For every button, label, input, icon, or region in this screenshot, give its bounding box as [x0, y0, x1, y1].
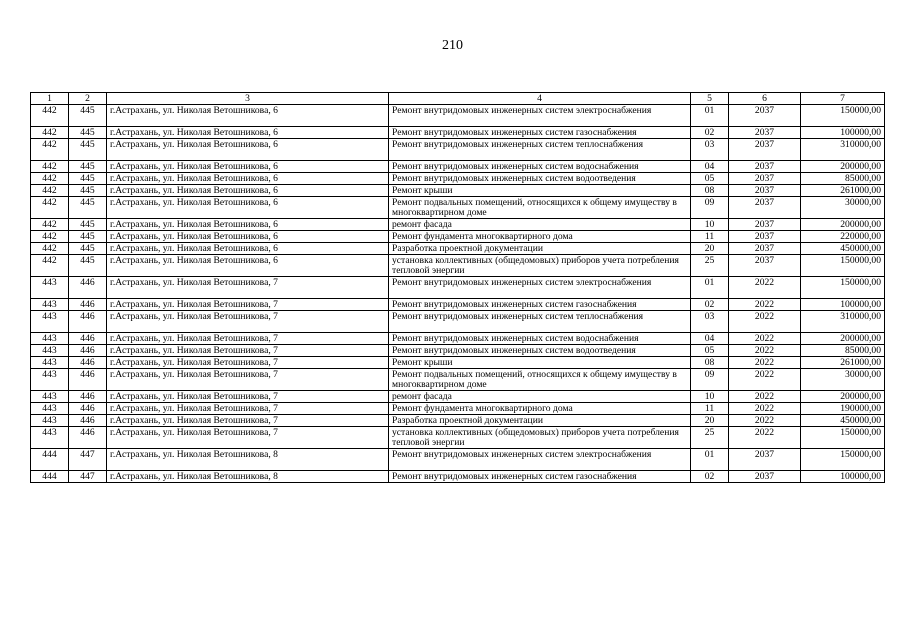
cell-work-type: Ремонт фундамента многоквартирного дома — [389, 231, 691, 243]
cell-work-code: 20 — [691, 243, 729, 255]
cell-number: 443 — [31, 345, 69, 357]
cell-cost: 150000,00 — [801, 105, 885, 127]
cell-work-type: Разработка проектной документации — [389, 243, 691, 255]
table-row — [31, 403, 885, 415]
cell-house-id: 446 — [69, 403, 107, 415]
cell-number: 442 — [31, 139, 69, 161]
cell-cost: 150000,00 — [801, 255, 885, 277]
table-row — [31, 139, 885, 161]
cell-work-type: Ремонт фундамента многоквартирного дома — [389, 403, 691, 415]
cell-number: 443 — [31, 403, 69, 415]
cell-work-code: 25 — [691, 427, 729, 449]
table-row — [31, 105, 885, 127]
cell-house-id: 445 — [69, 243, 107, 255]
cell-work-code: 10 — [691, 219, 729, 231]
cell-work-type: установка коллективных (общедомовых) приборов учета потребления тепловой энергии — [389, 255, 691, 277]
cell-cost: 220000,00 — [801, 231, 885, 243]
cell-year: 2037 — [729, 105, 801, 127]
table-row — [31, 127, 885, 139]
cell-work-code: 02 — [691, 299, 729, 311]
cell-cost: 150000,00 — [801, 449, 885, 471]
cell-number: 443 — [31, 415, 69, 427]
cell-work-type: Разработка проектной документации — [389, 415, 691, 427]
cell-cost: 190000,00 — [801, 403, 885, 415]
cell-work-code: 03 — [691, 139, 729, 161]
cell-address: г.Астрахань, ул. Николая Ветошникова, 6 — [107, 243, 389, 255]
header-cell: 7 — [801, 93, 885, 105]
cell-address: г.Астрахань, ул. Николая Ветошникова, 7 — [107, 415, 389, 427]
cell-year: 2037 — [729, 471, 801, 483]
cell-number: 442 — [31, 105, 69, 127]
cell-work-type: Ремонт внутридомовых инженерных систем газоснабжения — [389, 299, 691, 311]
cell-number: 442 — [31, 219, 69, 231]
cell-work-code: 01 — [691, 277, 729, 299]
table-row — [31, 255, 885, 277]
cell-work-type: Ремонт подвальных помещений, относящихся к общему имуществу в многоквартирном доме — [389, 369, 691, 391]
cell-cost: 450000,00 — [801, 415, 885, 427]
cell-year: 2022 — [729, 311, 801, 333]
cell-address: г.Астрахань, ул. Николая Ветошникова, 7 — [107, 299, 389, 311]
cell-number: 443 — [31, 391, 69, 403]
cell-work-type: Ремонт внутридомовых инженерных систем электроснабжения — [389, 449, 691, 471]
cell-cost: 100000,00 — [801, 127, 885, 139]
cell-number: 442 — [31, 161, 69, 173]
cell-work-code: 08 — [691, 185, 729, 197]
cell-address: г.Астрахань, ул. Николая Ветошникова, 6 — [107, 231, 389, 243]
table-row — [31, 311, 885, 333]
cell-address: г.Астрахань, ул. Николая Ветошникова, 6 — [107, 127, 389, 139]
cell-cost: 150000,00 — [801, 427, 885, 449]
cell-address: г.Астрахань, ул. Николая Ветошникова, 7 — [107, 311, 389, 333]
table-row — [31, 427, 885, 449]
cell-number: 442 — [31, 243, 69, 255]
cell-work-type: ремонт фасада — [389, 391, 691, 403]
cell-house-id: 445 — [69, 161, 107, 173]
cell-house-id: 446 — [69, 345, 107, 357]
header-cell: 3 — [107, 93, 389, 105]
cell-cost: 261000,00 — [801, 185, 885, 197]
page-number: 210 — [442, 38, 463, 53]
cell-address: г.Астрахань, ул. Николая Ветошникова, 6 — [107, 161, 389, 173]
cell-year: 2022 — [729, 415, 801, 427]
cell-house-id: 445 — [69, 255, 107, 277]
table-row — [31, 471, 885, 483]
cell-number: 442 — [31, 173, 69, 185]
cell-work-code: 25 — [691, 255, 729, 277]
cell-work-code: 08 — [691, 357, 729, 369]
header-cell: 4 — [389, 93, 691, 105]
cell-cost: 30000,00 — [801, 197, 885, 219]
cell-number: 442 — [31, 197, 69, 219]
cell-number: 443 — [31, 299, 69, 311]
header-row — [31, 93, 885, 105]
cell-cost: 200000,00 — [801, 391, 885, 403]
cell-address: г.Астрахань, ул. Николая Ветошникова, 7 — [107, 345, 389, 357]
cell-address: г.Астрахань, ул. Николая Ветошникова, 7 — [107, 403, 389, 415]
cell-work-code: 09 — [691, 197, 729, 219]
cell-address: г.Астрахань, ул. Николая Ветошникова, 6 — [107, 197, 389, 219]
cell-address: г.Астрахань, ул. Николая Ветошникова, 7 — [107, 391, 389, 403]
cell-work-type: Ремонт внутридомовых инженерных систем теплоснабжения — [389, 311, 691, 333]
cell-work-code: 01 — [691, 105, 729, 127]
cell-number: 442 — [31, 231, 69, 243]
table-row — [31, 161, 885, 173]
cell-work-code: 20 — [691, 415, 729, 427]
cell-work-code: 10 — [691, 391, 729, 403]
cell-work-type: Ремонт внутридомовых инженерных систем водоснабжения — [389, 161, 691, 173]
cell-number: 443 — [31, 277, 69, 299]
cell-cost: 200000,00 — [801, 219, 885, 231]
cell-cost: 30000,00 — [801, 369, 885, 391]
cell-work-code: 11 — [691, 403, 729, 415]
cell-house-id: 446 — [69, 299, 107, 311]
cell-cost: 200000,00 — [801, 333, 885, 345]
cell-year: 2022 — [729, 403, 801, 415]
cell-year: 2022 — [729, 299, 801, 311]
cell-year: 2022 — [729, 345, 801, 357]
cell-year: 2037 — [729, 255, 801, 277]
table-body — [31, 93, 885, 483]
cell-number: 444 — [31, 471, 69, 483]
capital-repair-table — [30, 92, 885, 483]
cell-house-id: 446 — [69, 391, 107, 403]
table-row — [31, 219, 885, 231]
cell-work-type: Ремонт внутридомовых инженерных систем газоснабжения — [389, 127, 691, 139]
cell-address: г.Астрахань, ул. Николая Ветошникова, 6 — [107, 173, 389, 185]
cell-house-id: 445 — [69, 173, 107, 185]
cell-number: 443 — [31, 357, 69, 369]
cell-cost: 85000,00 — [801, 173, 885, 185]
cell-work-type: Ремонт внутридомовых инженерных систем теплоснабжения — [389, 139, 691, 161]
cell-year: 2037 — [729, 197, 801, 219]
cell-year: 2022 — [729, 333, 801, 345]
cell-address: г.Астрахань, ул. Николая Ветошникова, 6 — [107, 219, 389, 231]
cell-house-id: 446 — [69, 415, 107, 427]
cell-number: 442 — [31, 185, 69, 197]
cell-address: г.Астрахань, ул. Николая Ветошникова, 8 — [107, 471, 389, 483]
cell-year: 2037 — [729, 219, 801, 231]
table-row — [31, 357, 885, 369]
cell-year: 2022 — [729, 369, 801, 391]
cell-work-type: Ремонт крыши — [389, 357, 691, 369]
cell-house-id: 446 — [69, 311, 107, 333]
cell-work-type: Ремонт внутридомовых инженерных систем водоотведения — [389, 345, 691, 357]
cell-work-type: Ремонт внутридомовых инженерных систем газоснабжения — [389, 471, 691, 483]
cell-house-id: 445 — [69, 139, 107, 161]
table-row — [31, 277, 885, 299]
cell-work-type: установка коллективных (общедомовых) приборов учета потребления тепловой энергии — [389, 427, 691, 449]
cell-number: 442 — [31, 127, 69, 139]
cell-cost: 100000,00 — [801, 299, 885, 311]
cell-year: 2022 — [729, 357, 801, 369]
header-cell: 2 — [69, 93, 107, 105]
cell-house-id: 446 — [69, 277, 107, 299]
cell-year: 2037 — [729, 185, 801, 197]
cell-work-code: 09 — [691, 369, 729, 391]
cell-work-code: 05 — [691, 173, 729, 185]
table-row — [31, 369, 885, 391]
cell-number: 443 — [31, 427, 69, 449]
cell-cost: 150000,00 — [801, 277, 885, 299]
cell-year: 2037 — [729, 173, 801, 185]
table-row — [31, 173, 885, 185]
cell-house-id: 445 — [69, 197, 107, 219]
table-row — [31, 449, 885, 471]
table-row — [31, 243, 885, 255]
cell-work-type: Ремонт внутридомовых инженерных систем водоснабжения — [389, 333, 691, 345]
cell-address: г.Астрахань, ул. Николая Ветошникова, 6 — [107, 105, 389, 127]
cell-number: 442 — [31, 255, 69, 277]
cell-house-id: 446 — [69, 369, 107, 391]
table-row — [31, 197, 885, 219]
cell-work-type: ремонт фасада — [389, 219, 691, 231]
cell-work-code: 02 — [691, 471, 729, 483]
table-row — [31, 333, 885, 345]
cell-cost: 85000,00 — [801, 345, 885, 357]
cell-address: г.Астрахань, ул. Николая Ветошникова, 7 — [107, 277, 389, 299]
cell-work-code: 11 — [691, 231, 729, 243]
cell-year: 2037 — [729, 449, 801, 471]
cell-work-type: Ремонт подвальных помещений, относящихся к общему имуществу в многоквартирном доме — [389, 197, 691, 219]
header-cell: 5 — [691, 93, 729, 105]
cell-year: 2037 — [729, 139, 801, 161]
cell-house-id: 447 — [69, 449, 107, 471]
table-row — [31, 415, 885, 427]
cell-cost: 450000,00 — [801, 243, 885, 255]
cell-house-id: 445 — [69, 127, 107, 139]
cell-cost: 200000,00 — [801, 161, 885, 173]
cell-address: г.Астрахань, ул. Николая Ветошникова, 7 — [107, 357, 389, 369]
table-row — [31, 345, 885, 357]
cell-address: г.Астрахань, ул. Николая Ветошникова, 7 — [107, 427, 389, 449]
cell-work-type: Ремонт внутридомовых инженерных систем электроснабжения — [389, 277, 691, 299]
cell-work-code: 02 — [691, 127, 729, 139]
header-cell: 6 — [729, 93, 801, 105]
cell-house-id: 447 — [69, 471, 107, 483]
cell-cost: 310000,00 — [801, 311, 885, 333]
cell-house-id: 445 — [69, 185, 107, 197]
cell-year: 2037 — [729, 243, 801, 255]
cell-number: 443 — [31, 333, 69, 345]
cell-work-code: 04 — [691, 161, 729, 173]
cell-work-code: 01 — [691, 449, 729, 471]
cell-year: 2037 — [729, 161, 801, 173]
cell-address: г.Астрахань, ул. Николая Ветошникова, 6 — [107, 185, 389, 197]
table-row — [31, 231, 885, 243]
cell-year: 2022 — [729, 277, 801, 299]
cell-house-id: 446 — [69, 357, 107, 369]
cell-house-id: 446 — [69, 333, 107, 345]
cell-address: г.Астрахань, ул. Николая Ветошникова, 8 — [107, 449, 389, 471]
cell-work-code: 03 — [691, 311, 729, 333]
cell-house-id: 445 — [69, 219, 107, 231]
cell-number: 443 — [31, 369, 69, 391]
cell-number: 444 — [31, 449, 69, 471]
cell-work-type: Ремонт крыши — [389, 185, 691, 197]
table-row — [31, 185, 885, 197]
table-row — [31, 391, 885, 403]
table-row — [31, 299, 885, 311]
cell-address: г.Астрахань, ул. Николая Ветошникова, 7 — [107, 333, 389, 345]
cell-house-id: 446 — [69, 427, 107, 449]
cell-cost: 100000,00 — [801, 471, 885, 483]
cell-house-id: 445 — [69, 105, 107, 127]
cell-work-code: 05 — [691, 345, 729, 357]
cell-cost: 310000,00 — [801, 139, 885, 161]
header-cell: 1 — [31, 93, 69, 105]
cell-year: 2037 — [729, 127, 801, 139]
cell-year: 2022 — [729, 427, 801, 449]
cell-house-id: 445 — [69, 231, 107, 243]
cell-address: г.Астрахань, ул. Николая Ветошникова, 7 — [107, 369, 389, 391]
cell-address: г.Астрахань, ул. Николая Ветошникова, 6 — [107, 255, 389, 277]
cell-work-type: Ремонт внутридомовых инженерных систем электроснабжения — [389, 105, 691, 127]
cell-year: 2037 — [729, 231, 801, 243]
cell-work-type: Ремонт внутридомовых инженерных систем водоотведения — [389, 173, 691, 185]
cell-cost: 261000,00 — [801, 357, 885, 369]
cell-address: г.Астрахань, ул. Николая Ветошникова, 6 — [107, 139, 389, 161]
cell-year: 2022 — [729, 391, 801, 403]
cell-number: 443 — [31, 311, 69, 333]
cell-work-code: 04 — [691, 333, 729, 345]
